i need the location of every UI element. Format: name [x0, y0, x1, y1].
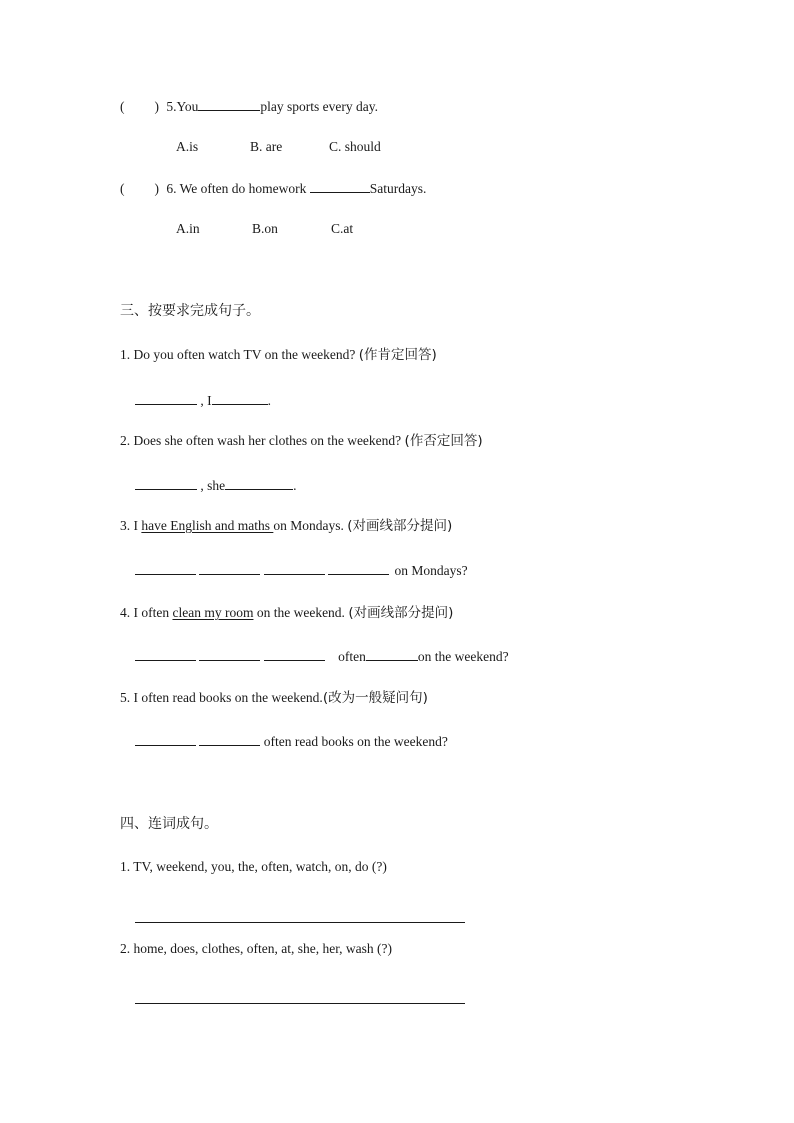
fill-blank[interactable] [135, 391, 197, 405]
s3-answer-4 [135, 647, 509, 666]
option-c: C. should [329, 139, 381, 154]
answer-line[interactable] [135, 922, 465, 923]
s3-answer-3 [135, 561, 468, 580]
section-3-title: 三、按要求完成句子。 [120, 303, 260, 319]
question-number: 5. [166, 99, 177, 114]
s3-answer-5 [135, 732, 448, 751]
answer-text: often [338, 649, 366, 664]
question-5 [120, 97, 378, 116]
s3-question-1 [120, 346, 437, 364]
question-text: on the weekend. [253, 605, 349, 620]
option-b: B. are [250, 139, 283, 154]
s3-question-2 [120, 432, 483, 450]
underlined-phrase: clean my room [172, 605, 254, 620]
question-text-before: We often do homework [179, 181, 307, 196]
answer-paren-close: ) [154, 181, 159, 196]
question-text-after: play sports every day. [260, 99, 378, 114]
question-hint: (作肯定回答) [358, 347, 437, 363]
answer-paren-open: ( [120, 99, 125, 114]
fill-blank[interactable] [198, 97, 260, 111]
fill-blank[interactable] [135, 732, 196, 746]
fill-blank[interactable] [135, 561, 196, 575]
section-4-title: 四、连词成句。 [120, 816, 218, 832]
answer-line[interactable] [135, 1003, 465, 1004]
fill-blank[interactable] [135, 476, 197, 490]
fill-blank[interactable] [199, 647, 260, 661]
fill-blank[interactable] [225, 476, 293, 490]
s4-question-2: 2. home, does, clothes, often, at, she, her, wash (?) [120, 941, 393, 956]
question-text: 3. I [120, 518, 142, 533]
option-a: A.is [176, 139, 199, 154]
answer-paren-close: ) [154, 99, 159, 114]
answer-paren-open: ( [120, 181, 125, 196]
fill-blank[interactable] [135, 647, 196, 661]
s3-answer-1 [135, 391, 271, 410]
question-text-before: You [176, 99, 199, 114]
fill-blank[interactable] [199, 561, 260, 575]
fill-blank[interactable] [264, 561, 325, 575]
option-c: C.at [331, 221, 354, 236]
question-hint: (对画线部分提问) [347, 518, 453, 534]
answer-text: , I [197, 393, 212, 408]
option-b: B.on [252, 221, 278, 236]
fill-blank[interactable] [310, 179, 370, 193]
answer-text: on Mondays? [394, 563, 468, 578]
answer-end: . [293, 478, 297, 493]
question-text: 2. Does she often wash her clothes on the weekend? [120, 433, 405, 448]
question-hint: (改为一般疑问句) [322, 690, 428, 706]
question-text: on Mondays. [273, 518, 348, 533]
answer-text: often read books on the weekend? [263, 734, 448, 749]
fill-blank[interactable] [366, 647, 418, 661]
fill-blank[interactable] [264, 647, 325, 661]
question-text: 5. I often read books on the weekend. [120, 690, 323, 705]
answer-end: on the weekend? [417, 649, 509, 664]
fill-blank[interactable] [328, 561, 389, 575]
fill-blank[interactable] [199, 732, 260, 746]
fill-blank[interactable] [212, 391, 268, 405]
s3-answer-2 [135, 476, 297, 495]
question-text: 1. Do you often watch TV on the weekend? [120, 347, 359, 362]
option-a: A.in [176, 221, 200, 236]
underlined-phrase: have English and maths [141, 518, 274, 533]
question-number: 6. [166, 181, 177, 196]
question-hint: (对画线部分提问) [348, 605, 454, 621]
s3-question-4 [120, 604, 453, 622]
question-hint: (作否定回答) [404, 433, 483, 449]
question-text: 4. I often [120, 605, 173, 620]
s3-question-3 [120, 517, 452, 535]
answer-text: , she [197, 478, 226, 493]
s3-question-5 [120, 689, 428, 707]
s4-question-1: 1. TV, weekend, you, the, often, watch, on, do (?) [120, 859, 387, 874]
question-6 [120, 179, 426, 198]
question-text-after: Saturdays. [369, 181, 427, 196]
answer-end: . [267, 393, 271, 408]
